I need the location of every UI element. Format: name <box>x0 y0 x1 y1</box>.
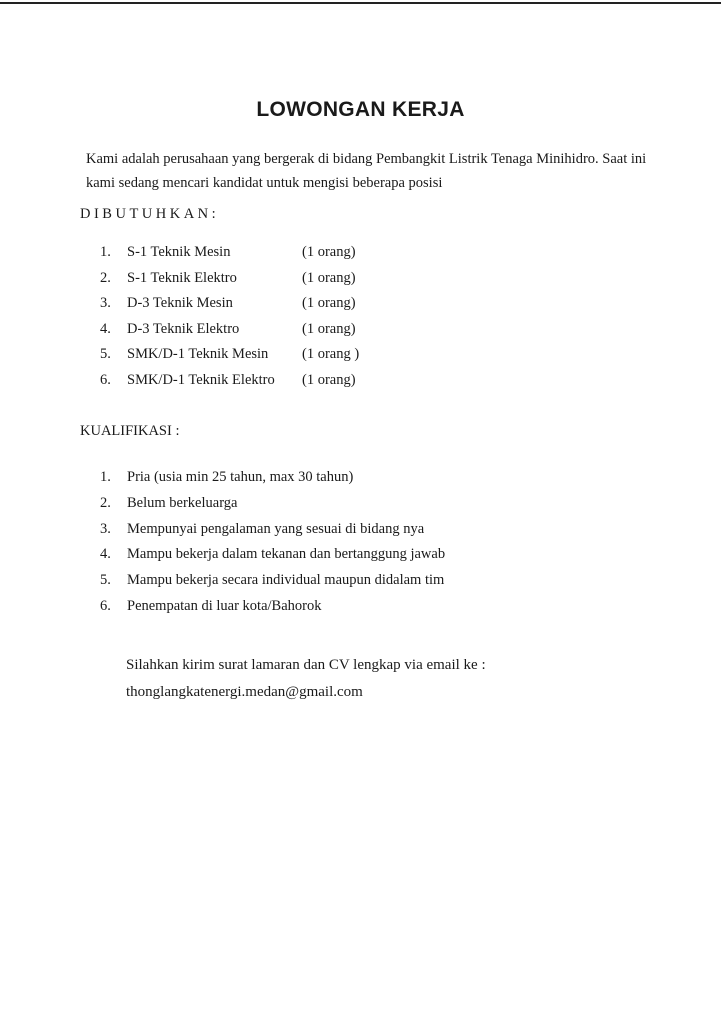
list-item-number: 1. <box>100 469 111 485</box>
qualification-text: Penempatan di luar kota/Bahorok <box>127 597 322 614</box>
list-item <box>100 572 445 598</box>
list-item <box>100 469 445 495</box>
qualification-heading: KUALIFIKASI : <box>80 423 180 439</box>
qualification-text: Mempunyai pengalaman yang sesuai di bidang nya <box>127 520 425 537</box>
position-count: (1 orang) <box>302 320 356 337</box>
position-name: SMK/D-1 Teknik Elektro <box>127 371 275 388</box>
qualification-text: Pria (usia min 25 tahun, max 30 tahun) <box>127 469 354 485</box>
position-name: SMK/D-1 Teknik Mesin <box>127 346 269 362</box>
position-name: D-3 Teknik Mesin <box>127 295 233 311</box>
contact-email: thonglangkatenergi.medan@gmail.com <box>126 684 363 700</box>
list-item-number: 5. <box>100 572 111 589</box>
position-count: (1 orang) <box>302 295 356 311</box>
list-item <box>100 598 445 624</box>
list-item <box>100 546 445 572</box>
list-item-number: 4. <box>100 546 111 563</box>
list-item <box>100 244 359 270</box>
page-top-edge-line <box>0 2 721 4</box>
intro-paragraph <box>86 147 676 195</box>
contact-instruction: Silahkan kirim surat lamaran dan CV lengkap via email ke : <box>126 657 486 673</box>
position-count: (1 orang) <box>302 371 356 388</box>
list-item <box>100 521 445 547</box>
page-title: LOWONGAN KERJA <box>256 98 465 121</box>
list-item-number: 6. <box>100 597 111 614</box>
list-item-number: 1. <box>100 244 111 260</box>
intro-line-1: Kami adalah perusahaan yang bergerak di bidang Pembangkit Listrik Tenaga Minihidro. Saat ini <box>86 151 647 167</box>
list-item <box>100 321 359 347</box>
list-item-number: 4. <box>100 320 111 337</box>
qualifications-list <box>100 469 445 624</box>
contact-section <box>126 652 486 706</box>
list-item <box>100 270 359 296</box>
position-count: (1 orang ) <box>302 346 360 362</box>
list-item <box>100 372 359 398</box>
position-name: S-1 Teknik Elektro <box>127 269 237 286</box>
position-count: (1 orang) <box>302 244 356 260</box>
list-item-number: 5. <box>100 346 111 362</box>
list-item <box>100 295 359 321</box>
list-item-number: 3. <box>100 295 111 311</box>
intro-line-2: kami sedang mencari kandidat untuk mengisi beberapa posisi <box>86 175 443 191</box>
list-item-number: 2. <box>100 269 111 286</box>
list-item-number: 6. <box>100 371 111 388</box>
position-name: S-1 Teknik Mesin <box>127 244 231 260</box>
list-item <box>100 495 445 521</box>
qualification-text: Belum berkeluarga <box>127 494 238 511</box>
position-count: (1 orang) <box>302 269 356 286</box>
positions-list <box>100 244 359 397</box>
list-item-number: 3. <box>100 520 111 537</box>
list-item <box>100 346 359 372</box>
qualification-text: Mampu bekerja dalam tekanan dan bertanggung jawab <box>127 546 446 563</box>
qualification-text: Mampu bekerja secara individual maupun didalam tim <box>127 572 445 589</box>
list-item-number: 2. <box>100 494 111 511</box>
position-name: D-3 Teknik Elektro <box>127 320 240 337</box>
needed-heading: DIBUTUHKAN: <box>80 206 220 222</box>
